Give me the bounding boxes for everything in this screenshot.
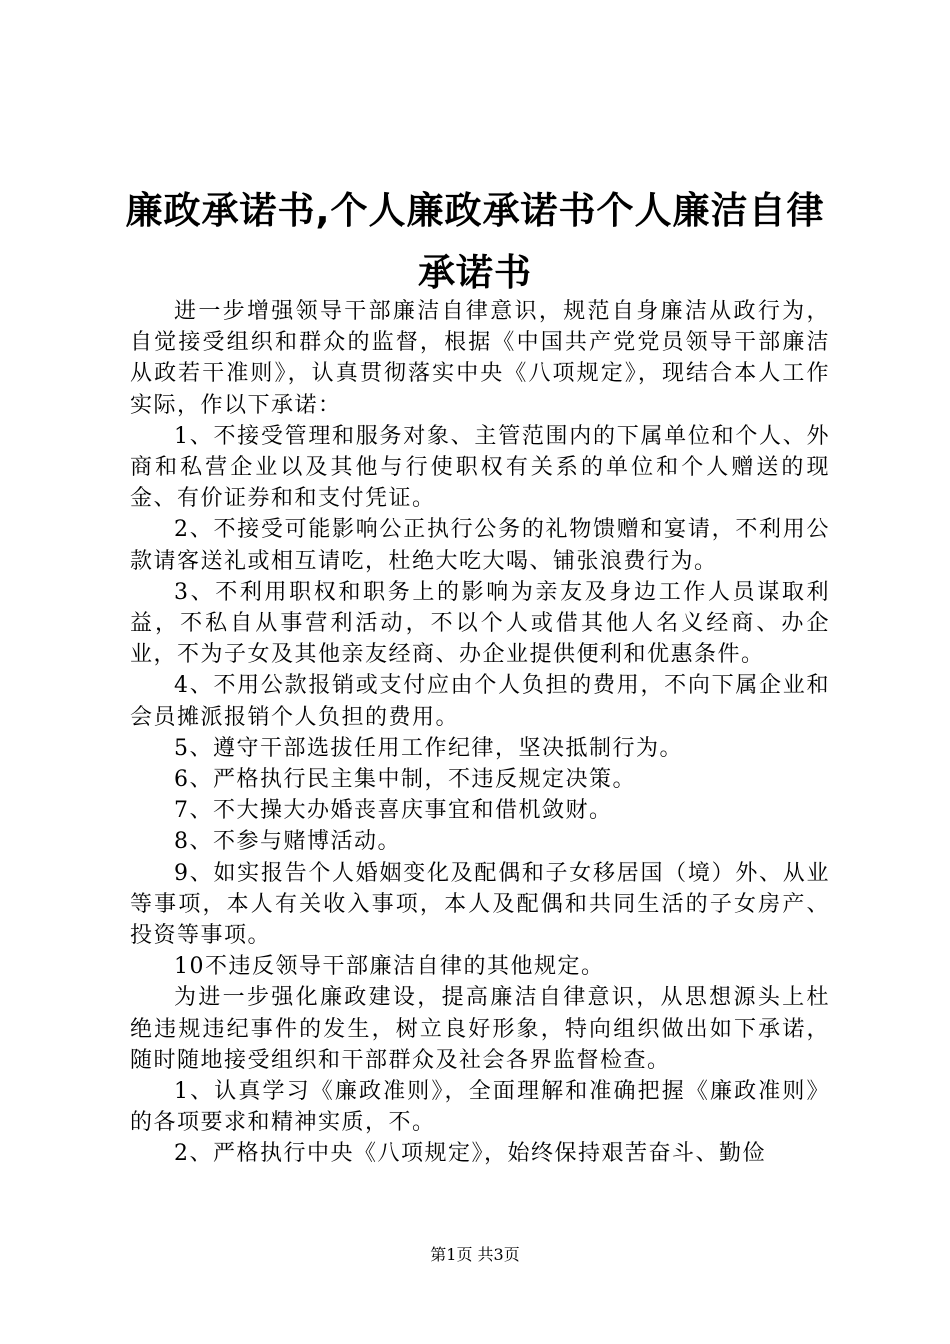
paragraph: 10不违反领导干部廉洁自律的其他规定。	[174, 954, 605, 980]
paragraph: 2、严格执行中央《八项规定》，始终保持艰苦奋斗、勤俭	[174, 1141, 766, 1167]
document-body	[130, 296, 830, 1170]
paragraph: 9、如实报告个人婚姻变化及配偶和子女移居国（境）外、从业等事项，本人有关收入事项，本人及配偶和共同生活的子女房产、投资等事项。	[130, 860, 830, 949]
page-number-footer: 第1页 共3页	[430, 1245, 520, 1264]
paragraph: 1、不接受管理和服务对象、主管范围内的下属单位和个人、外商和私营企业以及其他与行使职权有关系的单位和个人赠送的现金、有价证券和和支付凭证。	[130, 423, 830, 512]
paragraph: 4、不用公款报销或支付应由个人负担的费用，不向下属企业和会员摊派报销个人负担的费用。	[130, 673, 830, 730]
paragraph: 5、遵守干部选拔任用工作纪律，坚决抵制行为。	[174, 735, 683, 761]
document-title: 廉政承诺书,个人廉政承诺书个人廉洁自律承诺书	[125, 189, 825, 294]
paragraph: 3、不利用职权和职务上的影响为亲友及身边工作人员谋取利益，不私自从事营利活动，不以个人或借其他人名义经商、办企业，不为子女及其他亲友经商、办企业提供便利和优惠条件。	[130, 579, 830, 668]
paragraph: 8、不参与赌博活动。	[174, 829, 401, 855]
paragraph: 2、不接受可能影响公正执行公务的礼物馈赠和宴请，不利用公款请客送礼或相互请吃，杜绝大吃大喝、铺张浪费行为。	[130, 517, 830, 574]
paragraph: 7、不大操大办婚丧喜庆事宜和借机敛财。	[174, 798, 613, 824]
paragraph: 6、严格执行民主集中制，不违反规定决策。	[174, 767, 636, 793]
paragraph: 进一步增强领导干部廉洁自律意识，规范自身廉洁从政行为，自觉接受组织和群众的监督，根据《中国共产党党员领导干部廉洁从政若干准则》，认真贯彻落实中央《八项规定》，现结合本人工作实际，作以下承诺：	[130, 299, 830, 418]
paragraph: 为进一步强化廉政建设，提高廉洁自律意识，从思想源头上杜绝违规违纪事件的发生，树立良好形象，特向组织做出如下承诺，随时随地接受组织和干部群众及社会各界监督检查。	[130, 985, 830, 1073]
paragraph: 1、认真学习《廉政准则》，全面理解和准确把握《廉政准则》的各项要求和精神实质，不。	[130, 1079, 830, 1136]
